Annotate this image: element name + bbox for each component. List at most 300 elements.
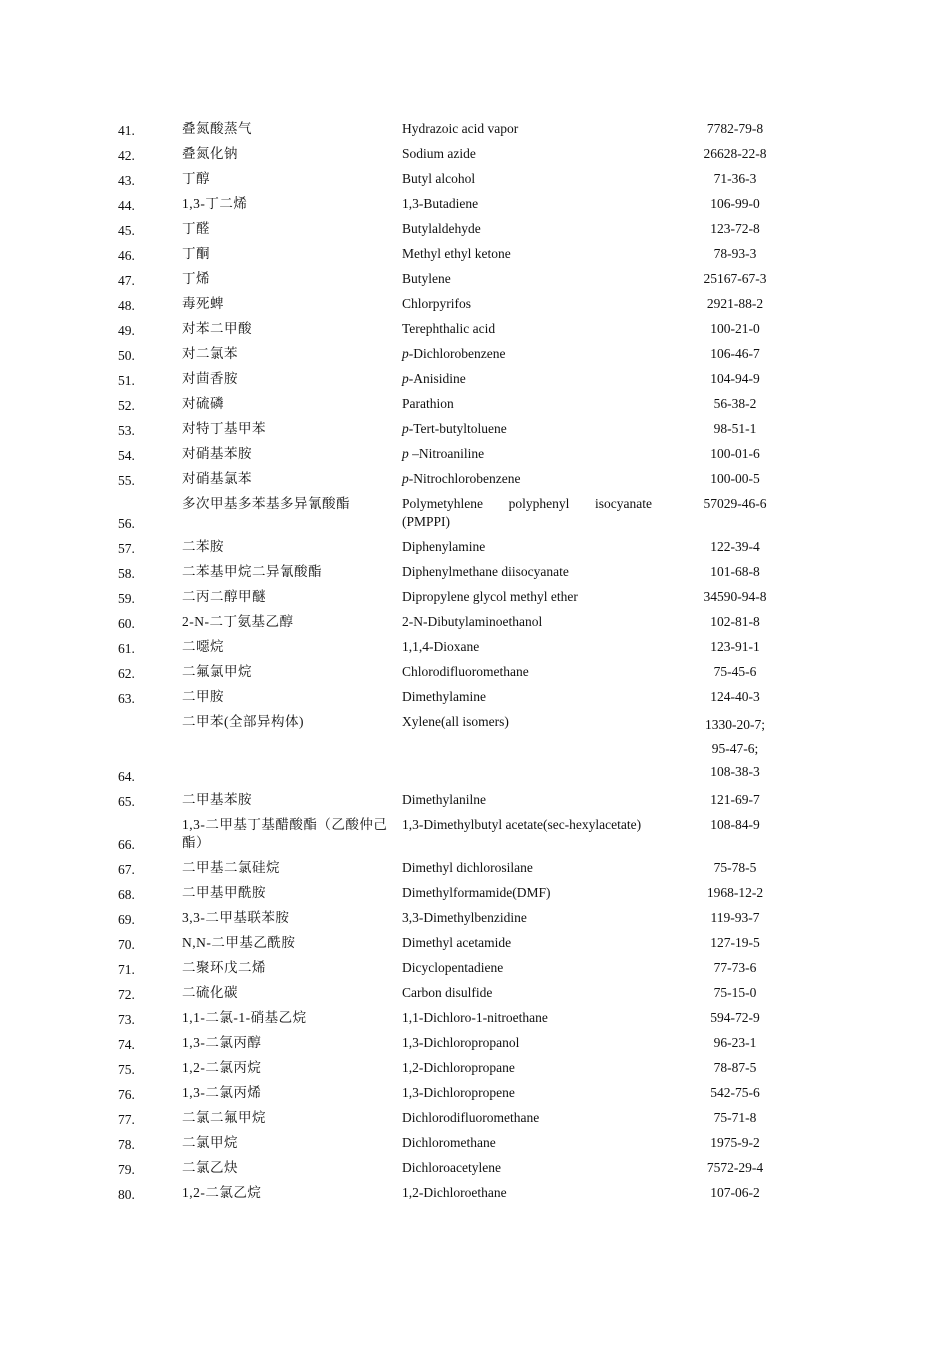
- english-name-cell: [402, 341, 652, 366]
- english-name-cell: [402, 441, 652, 466]
- chinese-name: 二聚环戊二烯: [182, 959, 266, 975]
- table-row: [118, 609, 798, 634]
- cas-number: 75-78-5: [713, 859, 757, 875]
- chinese-name-cell: [182, 416, 402, 441]
- chinese-name-cell: [182, 1155, 402, 1180]
- english-name-cell: [402, 1180, 652, 1205]
- cas-number-cell: [652, 416, 798, 441]
- chinese-name: 对特丁基甲苯: [182, 421, 266, 436]
- english-name: 1,3-Dichloropropanol: [402, 1034, 520, 1050]
- chinese-name-cell: [182, 880, 402, 905]
- row-number: 45.: [118, 223, 135, 238]
- english-name: Parathion: [402, 396, 454, 411]
- table-row: [118, 659, 798, 684]
- english-name: Butylaldehyde: [402, 221, 481, 236]
- row-number: 55.: [118, 473, 135, 488]
- chinese-name: 二丙二醇甲醚: [182, 589, 266, 604]
- chinese-name: 对硝基苯胺: [182, 446, 252, 461]
- chinese-name: 二硫化碳: [182, 984, 238, 1000]
- english-name-cell: [402, 1130, 652, 1155]
- table-row: [118, 266, 798, 291]
- english-name-cell: [402, 366, 652, 391]
- row-number: 59.: [118, 591, 135, 606]
- english-name-cell: [402, 241, 652, 266]
- cas-number-cell: [652, 1055, 798, 1080]
- cas-number: 26628-22-8: [703, 146, 767, 161]
- english-name-cell: [402, 216, 652, 241]
- cas-number: 106-99-0: [710, 196, 760, 211]
- chinese-name-cell: [182, 366, 402, 391]
- table-row: [118, 116, 798, 141]
- chinese-name: 对二氯苯: [182, 346, 238, 361]
- english-name: Dipropylene glycol methyl ether: [402, 589, 578, 604]
- english-name-cell: [402, 559, 652, 584]
- table-row: [118, 1155, 798, 1180]
- cas-number-cell: [652, 880, 798, 905]
- cas-number: 100-00-5: [710, 471, 760, 486]
- table-row: [118, 955, 798, 980]
- chinese-name: 叠氮酸蒸气: [182, 121, 252, 136]
- row-number: 63.: [118, 691, 135, 706]
- row-number: 80.: [118, 1186, 135, 1202]
- chinese-name-cell: [182, 855, 402, 880]
- row-number: 47.: [118, 273, 135, 288]
- chinese-name-cell: [182, 787, 402, 812]
- cas-number: 95-47-6;: [711, 740, 759, 756]
- chinese-name-cell: [182, 812, 402, 855]
- cas-number-cell: [652, 930, 798, 955]
- chinese-name: 对茴香胺: [182, 371, 238, 386]
- chinese-name-cell: [182, 584, 402, 609]
- cas-number: 75-45-6: [713, 664, 757, 679]
- table-row: [118, 1055, 798, 1080]
- cas-number: 96-23-1: [713, 1034, 757, 1050]
- cas-number-cell: [652, 905, 798, 930]
- english-name-cell: [402, 316, 652, 341]
- table-row: [118, 166, 798, 191]
- english-name: Butylene: [402, 271, 451, 286]
- row-number: 75.: [118, 1061, 135, 1077]
- chinese-name-cell: [182, 466, 402, 491]
- english-name: 2-N-Dibutylaminoethanol: [402, 614, 543, 629]
- table-row: [118, 1005, 798, 1030]
- table-row: [118, 466, 798, 491]
- cas-number: 25167-67-3: [703, 271, 767, 286]
- cas-number-cell: [652, 166, 798, 191]
- cas-number-cell: [652, 266, 798, 291]
- english-name-cell: [402, 1080, 652, 1105]
- table-row: [118, 930, 798, 955]
- cas-number: 123-91-1: [710, 639, 760, 654]
- cas-number-cell: [652, 366, 798, 391]
- table-row: [118, 391, 798, 416]
- chinese-name-cell: [182, 930, 402, 955]
- chinese-name-cell: [182, 316, 402, 341]
- cas-number: 100-21-0: [710, 321, 760, 336]
- cas-number-cell: [652, 584, 798, 609]
- cas-number-cell: [652, 141, 798, 166]
- english-name: 1,3-Butadiene: [402, 196, 479, 211]
- row-number: 79.: [118, 1161, 135, 1177]
- para-prefix: p: [402, 446, 409, 461]
- chinese-name: 二氟氯甲烷: [182, 664, 252, 679]
- table-row: [118, 1030, 798, 1055]
- cas-number: 34590-94-8: [703, 589, 767, 604]
- chinese-name: 丁醇: [182, 171, 210, 186]
- chinese-name: 对硝基氯苯: [182, 471, 252, 486]
- table-row: [118, 534, 798, 559]
- english-name: Hydrazoic acid vapor: [402, 121, 519, 136]
- table-row: [118, 191, 798, 216]
- cas-number: 101-68-8: [710, 564, 760, 579]
- row-number: 50.: [118, 348, 135, 363]
- cas-number: 121-69-7: [710, 791, 760, 807]
- table-row: [118, 980, 798, 1005]
- table-row: [118, 216, 798, 241]
- chinese-name: 3,3-二甲基联苯胺: [182, 909, 290, 925]
- chinese-name: 二甲苯(全部异构体): [182, 714, 304, 729]
- cas-number: 100-01-6: [710, 446, 760, 461]
- chinese-name-cell: [182, 1180, 402, 1205]
- table-row: [118, 709, 798, 787]
- english-name: Dimethyl acetamide: [402, 934, 512, 950]
- chinese-name: 对苯二甲酸: [182, 321, 252, 336]
- chemical-list-body: [118, 116, 798, 1205]
- chinese-name: 二苯胺: [182, 539, 224, 554]
- english-name: Dichlorodifluoromethane: [402, 1109, 540, 1125]
- english-name: Diphenylmethane diisocyanate: [402, 564, 569, 579]
- english-name-cell: [402, 980, 652, 1005]
- english-name-cell: [402, 905, 652, 930]
- row-number: 62.: [118, 666, 135, 681]
- cas-number: 104-94-9: [710, 371, 760, 386]
- cas-number-cell: [652, 634, 798, 659]
- cas-number: 75-71-8: [713, 1109, 757, 1125]
- table-row: [118, 1105, 798, 1130]
- cas-number: 594-72-9: [710, 1009, 760, 1025]
- cas-number: 75-15-0: [713, 984, 757, 1000]
- chinese-name-cell: [182, 191, 402, 216]
- chinese-name-cell: [182, 166, 402, 191]
- english-name: Dicyclopentadiene: [402, 959, 504, 975]
- cas-number: 124-40-3: [710, 689, 760, 704]
- para-prefix: p: [402, 471, 409, 486]
- english-name-cell: [402, 1105, 652, 1130]
- cas-number: 1330-20-7;: [705, 717, 765, 732]
- english-name-cell: [402, 166, 652, 191]
- cas-number-cell: [652, 684, 798, 709]
- chinese-name: 多次甲基多苯基多异氰酸酯: [182, 496, 350, 511]
- english-name: -Dichlorobenzene: [408, 346, 506, 361]
- row-number: 77.: [118, 1111, 135, 1127]
- english-name: Terephthalic acid: [402, 321, 496, 336]
- cas-number-cell: [652, 812, 798, 855]
- chinese-name: 丁醛: [182, 221, 210, 236]
- row-number: 78.: [118, 1136, 135, 1152]
- chinese-name-cell: [182, 1080, 402, 1105]
- chinese-name-cell: [182, 341, 402, 366]
- cas-number: 122-39-4: [710, 539, 760, 554]
- row-number: 53.: [118, 423, 135, 438]
- cas-number: 542-75-6: [710, 1084, 760, 1100]
- english-name-cell: [402, 880, 652, 905]
- english-name: Methyl ethyl ketone: [402, 246, 511, 261]
- cas-number-cell: [652, 1105, 798, 1130]
- table-row: [118, 1180, 798, 1205]
- row-number: 71.: [118, 961, 135, 977]
- chinese-name-cell: [182, 634, 402, 659]
- table-row: [118, 584, 798, 609]
- table-row: [118, 905, 798, 930]
- english-name-cell: [402, 191, 652, 216]
- english-name: Carbon disulfide: [402, 984, 493, 1000]
- row-number: 58.: [118, 566, 135, 581]
- row-number: 48.: [118, 298, 135, 313]
- chinese-name: 叠氮化钠: [182, 146, 238, 161]
- row-number: 72.: [118, 986, 135, 1002]
- cas-number-cell: [652, 659, 798, 684]
- english-name: Dimethylanilne: [402, 791, 486, 807]
- english-name: Chlorodifluoromethane: [402, 664, 529, 679]
- table-row: [118, 441, 798, 466]
- english-name-cell: [402, 116, 652, 141]
- cas-number: 107-06-2: [710, 1184, 760, 1200]
- cas-number-cell: [652, 855, 798, 880]
- table-row: [118, 855, 798, 880]
- table-row: [118, 812, 798, 855]
- row-number: 41.: [118, 123, 135, 138]
- cas-number-cell: [652, 980, 798, 1005]
- chinese-name: 2-N-二丁氨基乙醇: [182, 614, 294, 629]
- chinese-name-cell: [182, 291, 402, 316]
- chinese-name: 二氯甲烷: [182, 1134, 238, 1150]
- cas-number-cell: [652, 491, 798, 534]
- cas-number: 106-46-7: [710, 346, 760, 361]
- english-name: 3,3-Dimethylbenzidine: [402, 909, 527, 925]
- chinese-name: 二甲基二氯硅烷: [182, 859, 280, 875]
- row-number: 65.: [118, 793, 135, 809]
- cas-number-cell: [652, 191, 798, 216]
- english-name: 1,3-Dichloropropene: [402, 1084, 515, 1100]
- english-name-cell: [402, 787, 652, 812]
- english-name: Sodium azide: [402, 146, 476, 161]
- table-row: [118, 491, 798, 534]
- row-number: 57.: [118, 541, 135, 556]
- chinese-name: 丁烯: [182, 271, 210, 286]
- english-name: Diphenylamine: [402, 539, 486, 554]
- english-name-cell: [402, 534, 652, 559]
- chinese-name: N,N-二甲基乙酰胺: [182, 934, 296, 950]
- table-row: [118, 880, 798, 905]
- cas-number: 78-87-5: [713, 1059, 757, 1075]
- cas-number-cell: [652, 341, 798, 366]
- english-name-cell: [402, 141, 652, 166]
- cas-number: 78-93-3: [713, 246, 757, 261]
- chinese-name-cell: [182, 1055, 402, 1080]
- chinese-name-cell: [182, 709, 402, 787]
- cas-number-cell: [652, 955, 798, 980]
- cas-number: 56-38-2: [713, 396, 757, 411]
- chinese-name: 二甲基苯胺: [182, 791, 252, 807]
- cas-number-cell: [652, 534, 798, 559]
- row-number: 44.: [118, 198, 135, 213]
- cas-number-cell: [652, 466, 798, 491]
- english-name: 1,1-Dichloro-1-nitroethane: [402, 1009, 548, 1025]
- english-name-cell: [402, 955, 652, 980]
- cas-number-cell: [652, 241, 798, 266]
- row-number: 70.: [118, 936, 135, 952]
- row-number: 56.: [118, 516, 135, 531]
- chinese-name-cell: [182, 559, 402, 584]
- cas-number-cell: [652, 787, 798, 812]
- chinese-name: 二苯基甲烷二异氰酸酯: [182, 564, 322, 579]
- chinese-name: 毒死蜱: [182, 296, 224, 311]
- chinese-name-cell: [182, 684, 402, 709]
- chinese-name-cell: [182, 980, 402, 1005]
- english-name: Butyl alcohol: [402, 171, 476, 186]
- chinese-name-cell: [182, 659, 402, 684]
- english-name-cell: [402, 855, 652, 880]
- chinese-name: 1,3-二甲基丁基醋酸酯（乙酸仲己酯）: [182, 816, 388, 850]
- chinese-name-cell: [182, 955, 402, 980]
- chinese-name: 二氯二氟甲烷: [182, 1109, 266, 1125]
- english-name-cell: [402, 416, 652, 441]
- chinese-name-cell: [182, 905, 402, 930]
- chinese-name: 二甲基甲酰胺: [182, 884, 266, 900]
- row-number: 46.: [118, 248, 135, 263]
- english-name: Polymetyhlene polyphenyl isocyanate (PMPPI): [402, 496, 652, 529]
- english-name-cell: [402, 1005, 652, 1030]
- cas-number-cell: [652, 316, 798, 341]
- table-row: [118, 241, 798, 266]
- english-name-cell: [402, 930, 652, 955]
- row-number: 74.: [118, 1036, 135, 1052]
- chinese-name-cell: [182, 1030, 402, 1055]
- cas-number: 98-51-1: [713, 421, 757, 436]
- cas-number-cell: [652, 609, 798, 634]
- row-number: 42.: [118, 148, 135, 163]
- chinese-name-cell: [182, 491, 402, 534]
- cas-number: 123-72-8: [710, 221, 760, 236]
- cas-number: 71-36-3: [713, 171, 757, 186]
- english-name: -Tert-butyltoluene: [408, 421, 507, 436]
- english-name: –Nitroaniline: [408, 446, 485, 461]
- chinese-name: 二氯乙炔: [182, 1159, 238, 1175]
- cas-number-cell: [652, 1155, 798, 1180]
- cas-number-cell: [652, 1030, 798, 1055]
- chinese-name-cell: [182, 241, 402, 266]
- table-row: [118, 316, 798, 341]
- row-number: 68.: [118, 886, 135, 902]
- cas-number-cell: [652, 1005, 798, 1030]
- chinese-name-cell: [182, 266, 402, 291]
- cas-number: 7782-79-8: [706, 121, 764, 136]
- table-row: [118, 684, 798, 709]
- english-name-cell: [402, 466, 652, 491]
- row-number: 66.: [118, 836, 135, 852]
- cas-number-cell: [652, 441, 798, 466]
- row-number: 60.: [118, 616, 135, 631]
- cas-number: 119-93-7: [710, 909, 760, 925]
- chinese-name-cell: [182, 609, 402, 634]
- english-name-cell: [402, 391, 652, 416]
- row-number: 54.: [118, 448, 135, 463]
- chinese-name-cell: [182, 1130, 402, 1155]
- table-row: [118, 341, 798, 366]
- chinese-name: 二甲胺: [182, 689, 224, 704]
- english-name-cell: [402, 584, 652, 609]
- cas-number: 108-38-3: [710, 764, 760, 779]
- cas-number-cell: [652, 116, 798, 141]
- row-number: 69.: [118, 911, 135, 927]
- cas-number-cell: [652, 1180, 798, 1205]
- chinese-name: 对硫磷: [182, 396, 224, 411]
- english-name-cell: [402, 812, 652, 855]
- table-row: [118, 634, 798, 659]
- cas-number: 2921-88-2: [706, 296, 764, 311]
- chinese-name: 1,2-二氯乙烷: [182, 1184, 262, 1200]
- english-name-cell: [402, 1030, 652, 1055]
- english-name: -Nitrochlorobenzene: [408, 471, 521, 486]
- english-name: Dimethyl dichlorosilane: [402, 859, 533, 875]
- row-number: 73.: [118, 1011, 135, 1027]
- chinese-name: 丁酮: [182, 246, 210, 261]
- english-name: Chlorpyrifos: [402, 296, 471, 311]
- english-name-cell: [402, 266, 652, 291]
- cas-number: 77-73-6: [713, 959, 757, 975]
- cas-number: 7572-29-4: [706, 1159, 764, 1175]
- row-number: 67.: [118, 861, 135, 877]
- para-prefix: p: [402, 371, 409, 386]
- row-number: 76.: [118, 1086, 135, 1102]
- row-number: 64.: [118, 768, 135, 784]
- cas-number-cell: [652, 1080, 798, 1105]
- table-row: [118, 787, 798, 812]
- cas-number-cell: [652, 1130, 798, 1155]
- english-name: Dichloromethane: [402, 1134, 496, 1150]
- cas-number: 1975-9-2: [710, 1134, 760, 1150]
- row-number: 51.: [118, 373, 135, 388]
- cas-number: 127-19-5: [710, 934, 760, 950]
- chinese-name-cell: [182, 116, 402, 141]
- english-name: Xylene(all isomers): [402, 714, 509, 729]
- chinese-name-cell: [182, 1005, 402, 1030]
- english-name-cell: [402, 491, 652, 534]
- row-number: 52.: [118, 398, 135, 413]
- chinese-name: 1,3-丁二烯: [182, 196, 248, 211]
- chinese-name: 二噁烷: [182, 639, 224, 654]
- table-row: [118, 1080, 798, 1105]
- cas-number-cell: [652, 391, 798, 416]
- table-row: [118, 559, 798, 584]
- english-name-cell: [402, 659, 652, 684]
- english-name: Dimethylformamide(DMF): [402, 884, 551, 900]
- english-name: 1,3-Dimethylbutyl acetate(sec-hexylacetate): [402, 816, 642, 832]
- english-name-cell: [402, 684, 652, 709]
- para-prefix: p: [402, 421, 409, 436]
- cas-number-cell: [652, 291, 798, 316]
- chinese-name: 1,3-二氯丙烯: [182, 1084, 262, 1100]
- table-row: [118, 1130, 798, 1155]
- english-name: Dichloroacetylene: [402, 1159, 501, 1175]
- english-name-cell: [402, 1155, 652, 1180]
- cas-number: 102-81-8: [710, 614, 760, 629]
- english-name-cell: [402, 609, 652, 634]
- chemical-list-table: [118, 116, 798, 1205]
- para-prefix: p: [402, 346, 409, 361]
- cas-number: 108-84-9: [710, 816, 760, 832]
- english-name: 1,2-Dichloropropane: [402, 1059, 515, 1075]
